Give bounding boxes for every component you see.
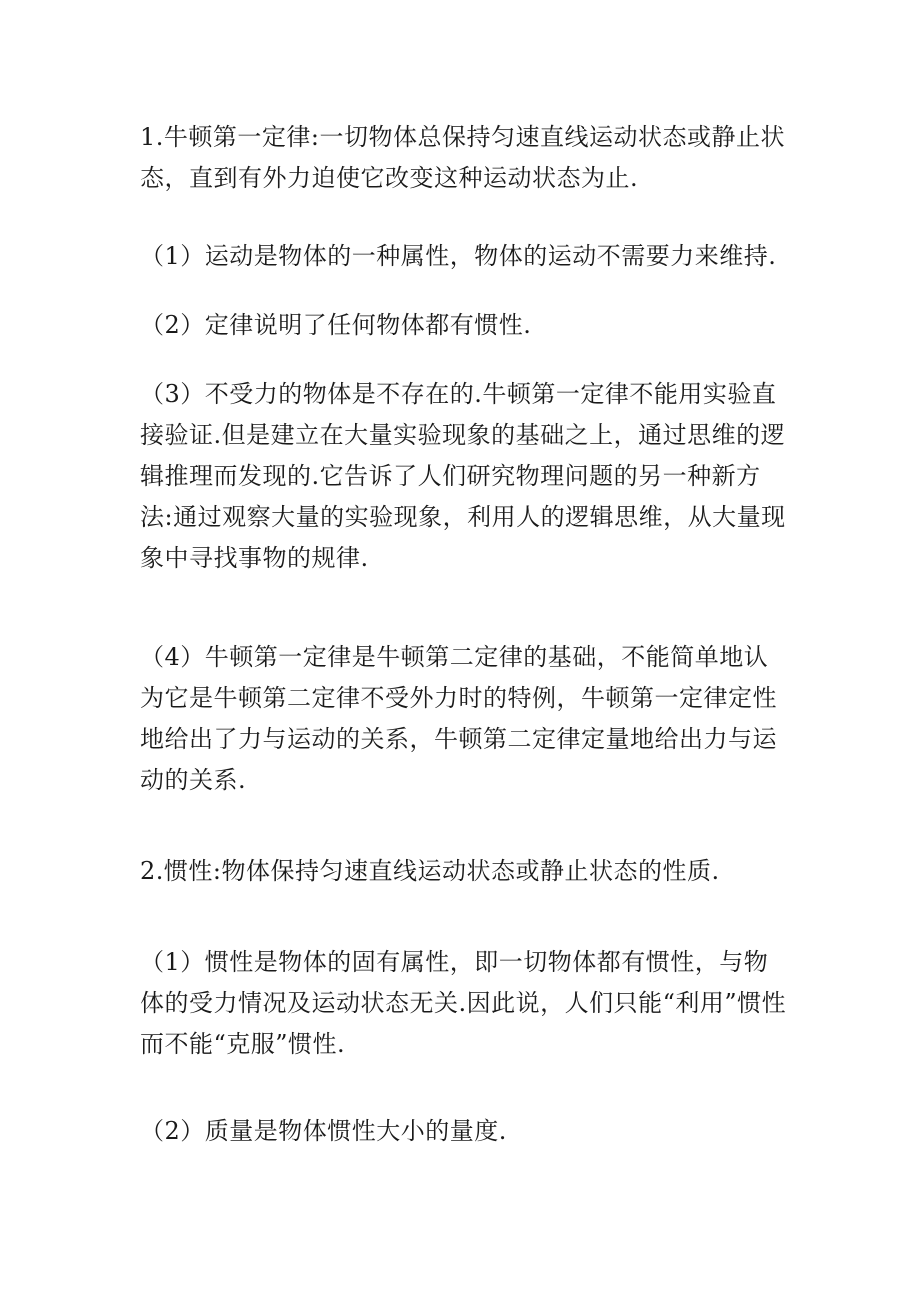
section-1-item-2: （2）定律说明了任何物体都有惯性. [140,311,532,339]
section-2-heading: 2.惯性:物体保持匀速直线运动状态或静止状态的性质. [140,857,720,885]
section-1-heading: 1.牛顿第一定律:一切物体总保持匀速直线运动状态或静止状态，直到有外力迫使它改变这种运动状态为止. [140,123,785,192]
section-1-item-4: （4）牛顿第一定律是牛顿第二定律的基础，不能简单地认为它是牛顿第二定律不受外力时的特例，牛顿第一定律定性地给出了力与运动的关系，牛顿第二定律定量地给出力与运动的关系. [140,643,777,794]
section-1-item-3: （3）不受力的物体是不存在的.牛顿第一定律不能用实验直接验证.但是建立在大量实验现象的基础之上，通过思维的逻辑推理而发现的.它告诉了人们研究物理问题的另一种新方法:通过观察大量的实验现象，利用人的逻辑思维，从大量现象中寻找事物的规律. [140,380,786,572]
section-2-item-2: （2）质量是物体惯性大小的量度. [140,1117,507,1145]
section-2-item-1: （1）惯性是物体的固有属性，即一切物体都有惯性，与物体的受力情况及运动状态无关.因此说，人们只能“利用”惯性而不能“克服”惯性. [140,948,787,1058]
section-1-item-1: （1）运动是物体的一种属性，物体的运动不需要力来维持. [140,242,777,270]
